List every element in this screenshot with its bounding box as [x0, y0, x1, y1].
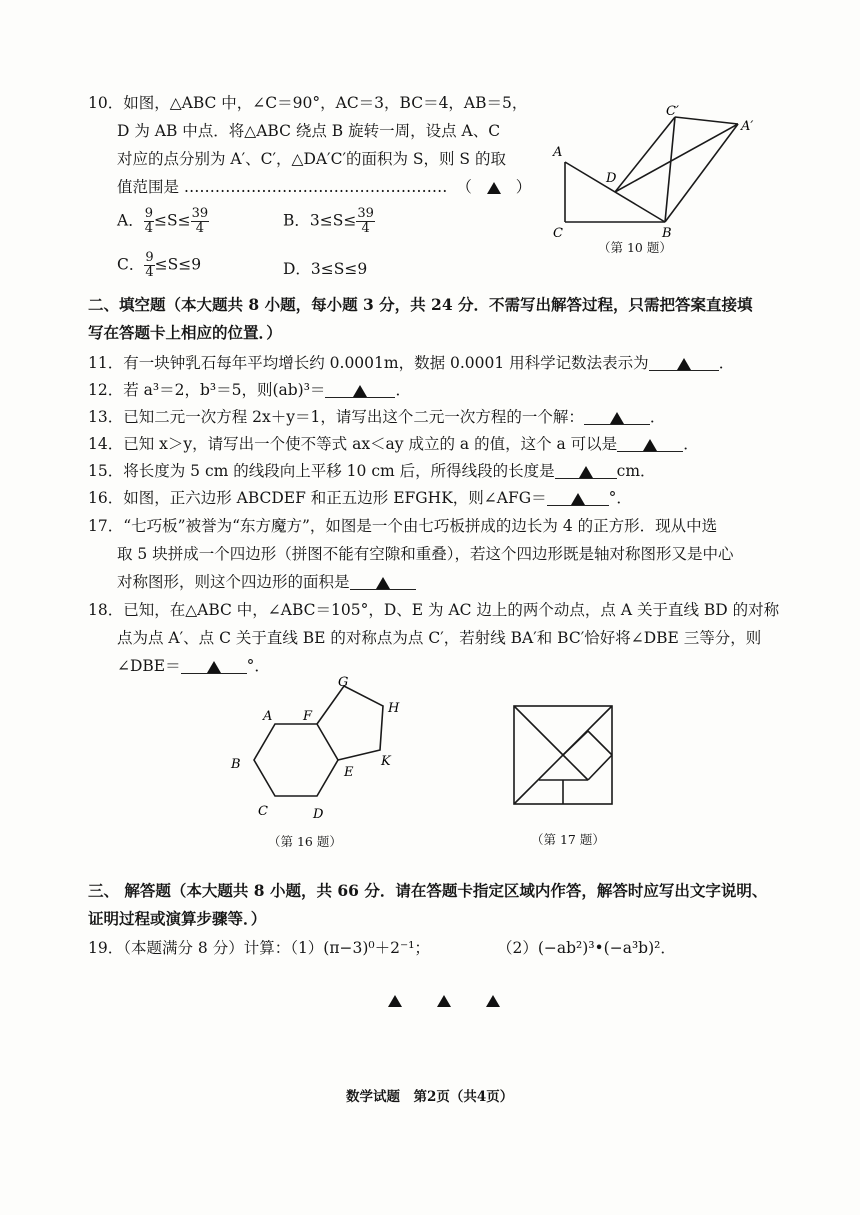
q18-line1: 18．已知，在△ABC 中，∠ABC＝105°，D、E 为 AC 边上的两个动点，点 A 关于直线 BD 的对称	[88, 601, 780, 619]
option-a-relation: ≤S≤	[153, 211, 191, 230]
answer-blank	[325, 379, 395, 398]
q10-option-a	[117, 207, 209, 236]
section-3-heading: 三、 解答题（本大题共 8 小题，共 66 分．请在答题卡指定区域内作答，解答时应写出文字说明、	[88, 881, 768, 900]
q14-text: 14．已知 x＞y，请写出一个使不等式 ax＜ay 成立的 a 的值，这个 a 可以是	[88, 435, 618, 453]
q13-text: 13．已知二元一次方程 2x＋y＝1，请写出这个二元一次方程的一个解：	[88, 408, 584, 426]
q16	[88, 487, 632, 509]
q10-line4	[117, 176, 531, 198]
q15-end: cm．	[616, 462, 656, 480]
q10-option-b	[283, 207, 375, 236]
q17-text: 对称图形，则这个四边形的面积是	[117, 573, 350, 591]
answer-triangle-icon	[571, 493, 585, 505]
label-C-prime: C′	[666, 104, 679, 119]
q10-line1: 10．如图，△ABC 中，∠C＝90°，AC＝3，BC＝4，AB＝5，	[88, 94, 528, 112]
q14-end: ．	[683, 435, 699, 453]
q10-option-c	[117, 251, 201, 280]
q12-text: 12．若 a³＝2，b³＝5，则(ab)³＝	[88, 381, 326, 399]
q10-option-d: D．3≤S≤9	[283, 260, 368, 278]
q16-text: 16．如图，正六边形 ABCDEF 和正五边形 EFGHK，则∠AFG＝	[88, 489, 547, 507]
q17-line3	[117, 571, 416, 593]
fraction	[356, 207, 375, 236]
answer-blank	[547, 487, 609, 506]
section-2-heading: 二、填空题（本大题共 8 小题，每小题 3 分，共 24 分．不需写出解答过程，只需把答案直接填	[88, 295, 753, 314]
q12-end: ．	[395, 381, 411, 399]
q12	[88, 379, 411, 401]
q15	[88, 460, 656, 482]
answer-triangle-icon	[486, 995, 500, 1007]
q10-bracket-right: ）	[515, 178, 532, 196]
section-3-heading-cont: 证明过程或演算步骤等．）	[88, 909, 267, 928]
option-b-label: B．3≤S≤	[283, 211, 357, 230]
q10-stem-end: 值范围是 ……………………………………………	[117, 178, 448, 196]
label-C: C	[258, 804, 268, 819]
label-A-prime: A′	[741, 119, 754, 134]
q13	[88, 406, 665, 428]
answer-triangle-icon	[353, 385, 367, 397]
page-footer: 数学试题 第2页（共4页）	[346, 1089, 514, 1105]
q18-text: ∠DBE＝	[117, 657, 181, 675]
figure-10-caption: （第 10 题）	[598, 240, 672, 255]
fraction	[191, 207, 210, 236]
q14	[88, 433, 699, 455]
section-2-heading-cont: 写在答题卡上相应的位置．）	[88, 323, 282, 342]
q15-text: 15．将长度为 5 cm 的线段向上平移 10 cm 后，所得线段的长度是	[88, 462, 555, 480]
answer-triangle-icon	[610, 412, 624, 424]
q17-line2: 取 5 块拼成一个四边形（拼图不能有空隙和重叠），若这个四边形既是轴对称图形又是中心	[117, 545, 734, 563]
answer-blank	[649, 352, 719, 371]
figure-17-tangram	[511, 703, 616, 808]
figure-17-caption: （第 17 题）	[531, 832, 605, 847]
figure-16-caption: （第 16 题）	[268, 834, 342, 849]
label-A: A	[553, 145, 563, 160]
label-C: C	[553, 226, 563, 241]
figure-16	[225, 672, 415, 832]
q17-line1: 17．“七巧板”被誉为“东方魔方”，如图是一个由七巧板拼成的边长为 4 的正方形．现从中选	[88, 517, 718, 535]
numerator: 9	[145, 250, 154, 265]
answer-triangle-icon	[487, 182, 501, 194]
q18-end: °．	[246, 657, 270, 675]
q11	[88, 352, 734, 374]
label-G: G	[338, 675, 349, 690]
label-F: F	[303, 709, 313, 724]
answer-blank	[350, 571, 416, 590]
option-c-label: C．	[117, 255, 145, 274]
option-c-relation: ≤S≤9	[154, 255, 202, 274]
q16-end: °．	[608, 489, 632, 507]
answer-area-markers	[388, 990, 500, 1009]
fraction	[144, 207, 154, 236]
denominator: 4	[195, 221, 204, 236]
answer-blank	[584, 406, 650, 425]
denominator: 4	[145, 265, 154, 280]
label-K: K	[381, 754, 391, 769]
q13-end: ．	[649, 408, 666, 426]
answer-triangle-icon	[677, 358, 691, 370]
numerator: 39	[191, 206, 209, 221]
q10-line2: D 为 AB 中点．将△ABC 绕点 B 旋转一周，设点 A、C	[117, 122, 501, 140]
numerator: 9	[144, 206, 153, 221]
q19-part1: 19．（本题满分 8 分）计算：（1）(π−3)⁰＋2⁻¹；	[88, 939, 430, 957]
label-A: A	[263, 709, 273, 724]
answer-triangle-icon	[643, 439, 657, 451]
answer-triangle-icon	[207, 661, 221, 673]
answer-blank	[617, 433, 683, 452]
q18-line2: 点为点 A′、点 C 关于直线 BE 的对称点为点 C′，若射线 BA′和 BC′恰好将∠DBE 三等分，则	[117, 629, 762, 647]
fraction	[144, 251, 154, 280]
label-B: B	[231, 757, 241, 772]
label-B: B	[662, 226, 672, 241]
answer-triangle-icon	[579, 466, 593, 478]
option-a-label: A．	[117, 211, 144, 230]
numerator: 39	[357, 206, 374, 221]
label-H: H	[388, 701, 400, 716]
label-E: E	[344, 765, 354, 780]
label-D: D	[606, 171, 617, 186]
label-D: D	[313, 807, 324, 822]
denominator: 4	[361, 221, 370, 236]
q11-text: 11．有一块钟乳石每年平均增长约 0.0001m，数据 0.0001 用科学记数法表示为	[88, 354, 649, 372]
q10-line3: 对应的点分别为 A′、C′，△DA′C′的面积为 S，则 S 的取	[117, 150, 506, 168]
q10-bracket-left: （	[456, 178, 472, 196]
answer-triangle-icon	[388, 995, 402, 1007]
answer-blank	[555, 460, 617, 479]
denominator: 4	[144, 221, 153, 236]
q19-part2: （2）(−ab²)³•(−a³b)²．	[497, 939, 676, 957]
q11-end: ．	[718, 354, 735, 372]
answer-triangle-icon	[376, 577, 390, 589]
answer-triangle-icon	[437, 995, 451, 1007]
